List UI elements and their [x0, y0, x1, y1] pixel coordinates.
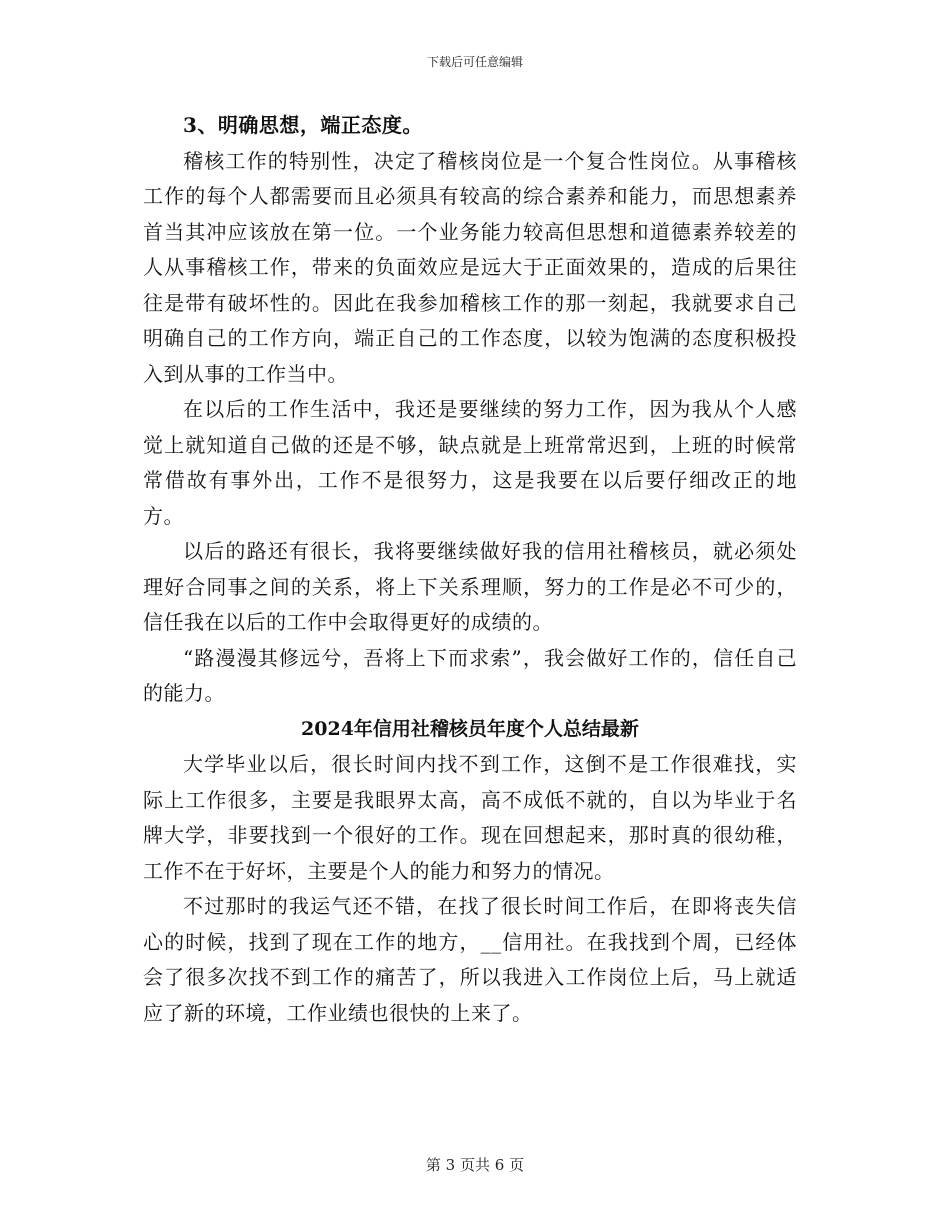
document-body [143, 108, 797, 1031]
page-header-note: 下载后可任意编辑 [426, 55, 523, 69]
paragraph-quote: “路漫漫其修远兮，吾将上下而求索”，我会做好工作的，信任自己的能力。 [143, 645, 797, 705]
paragraph-found-job: 不过那时的我运气还不错，在找了很长时间工作后，在即将丧失信心的时候，找到了现在工作的地方，__信用社。在我找到个周，已经体会了很多次找不到工作的痛苦了，所以我进入工作岗位上后，马上就适应了新的环境，工作业绩也很快的上来了。 [143, 894, 797, 1025]
paragraph-future-work: 在以后的工作生活中，我还是要继续的努力工作，因为我从个人感觉上就知道自己做的还是不够，缺点就是上班常常迟到，上班的时候常常借故有事外出，工作不是很努力，这是我要在以后要仔细改正的地方。 [143, 397, 797, 528]
subsection-heading: 3、明确思想，端正态度。 [183, 113, 423, 137]
section-title: 2024年信用社稽核员年度个人总结最新 [301, 717, 639, 740]
paragraph-long-road: 以后的路还有很长，我将要继续做好我的信用社稽核员，就必须处理好合同事之间的关系，将上下关系理顺，努力的工作是必不可少的，信任我在以后的工作中会取得更好的成绩的。 [143, 539, 797, 634]
paragraph-special-nature: 稽核工作的特别性，决定了稽核岗位是一个复合性岗位。从事稽核工作的每个人都需要而且必须具有较高的综合素养和能力，而思想素养首当其冲应该放在第一位。一个业务能力较高但思想和道德素养较差的人从事稽核工作，带来的负面效应是远大于正面效果的，造成的后果往往是带有破坏性的。因此在我参加稽核工作的那一刻起，我就要求自己明确自己的工作方向，端正自己的工作态度，以较为饱满的态度积极投入到从事的工作当中。 [143, 148, 797, 386]
paragraph-after-graduation: 大学毕业以后，很长时间内找不到工作，这倒不是工作很难找，实际上工作很多，主要是我眼界太高，高不成低不就的，自以为毕业于名牌大学，非要找到一个很好的工作。现在回想起来，那时真的很幼稚，工作不在于好坏，主要是个人的能力和努力的情况。 [143, 752, 797, 883]
page-number-footer: 第 3 页共 6 页 [425, 1156, 525, 1174]
